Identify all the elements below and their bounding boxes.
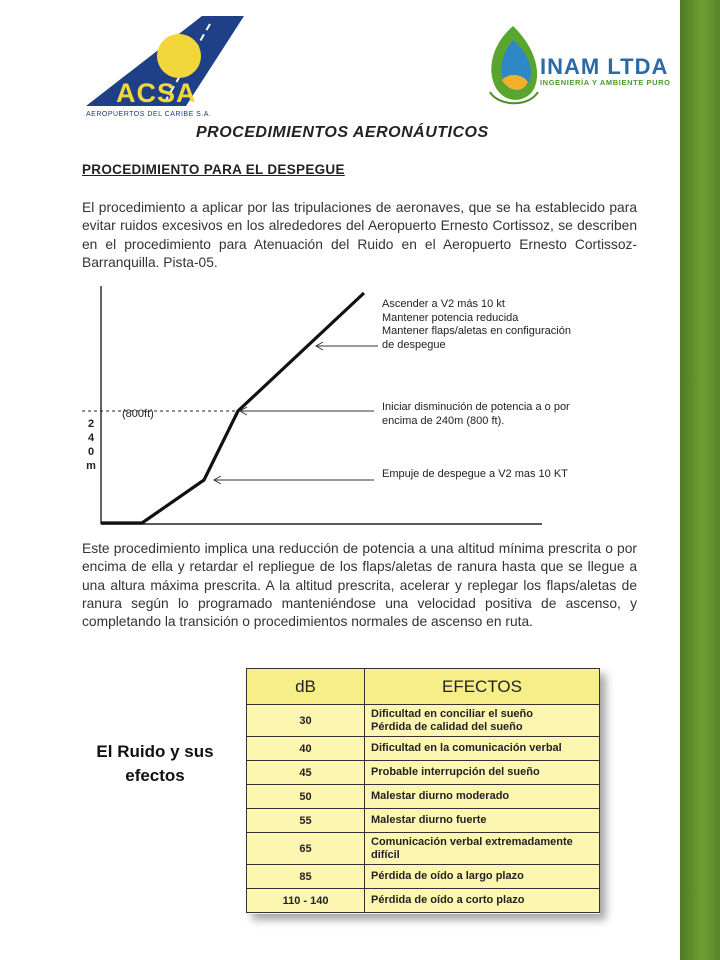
intro-paragraph: El procedimiento a aplicar por las tripulaciones de aeronaves, que se ha establecido para evitar ruidos excesivos en los alrededores del Aeropuerto Ernesto Cortissoz, se describen en el procedimiento para Atenuación del Ruido en el Aeropuerto Ernesto Cortissoz- Barranquilla. Pista-05.	[82, 200, 637, 270]
annotation-power-reduction	[382, 401, 570, 428]
caption-line: efectos	[125, 766, 185, 785]
inam-logo	[476, 18, 672, 110]
effect-cell: Pérdida de oído a largo plazo	[365, 865, 600, 889]
inam-logo-tagline: INGENIERÍA Y AMBIENTE PURO	[540, 78, 671, 87]
effect-text: difícil	[371, 848, 400, 861]
table-header-row	[247, 669, 600, 705]
annotation-line: encima de 240m (800 ft).	[382, 414, 505, 427]
effect-cell: Malestar diurno fuerte	[365, 809, 600, 833]
effect-text: Dificultad en conciliar el sueño	[371, 707, 533, 720]
db-cell: 65	[247, 833, 365, 865]
table-row	[247, 761, 600, 785]
db-cell: 85	[247, 865, 365, 889]
takeoff-profile-diagram	[82, 282, 642, 532]
annotation-line: Mantener potencia reducida	[382, 311, 519, 324]
table-row	[247, 737, 600, 761]
table-row	[247, 705, 600, 737]
altitude-label-digit: 2	[87, 418, 95, 430]
db-cell: 50	[247, 785, 365, 809]
effect-cell: Dificultad en la comunicación verbal	[365, 737, 600, 761]
annotation-line: Empuje de despegue a V2 mas 10 KT	[382, 468, 568, 480]
annotation-reduced-power	[382, 298, 571, 352]
db-cell: 40	[247, 737, 365, 761]
noise-effects-table-grid	[246, 668, 600, 913]
annotation-line: Ascender a V2 más 10 kt	[382, 298, 505, 310]
table-row	[247, 833, 600, 865]
effect-cell	[365, 705, 600, 737]
inam-leaf-icon	[482, 22, 544, 108]
db-cell: 45	[247, 761, 365, 785]
annotation-line: Mantener flaps/aletas en configuración	[382, 325, 571, 337]
effect-cell	[365, 833, 600, 865]
effect-cell: Malestar diurno moderado	[365, 785, 600, 809]
db-cell: 110 - 140	[247, 889, 365, 913]
effect-cell: Pérdida de oído a corto plazo	[365, 889, 600, 913]
annotation-line: de despegue	[382, 338, 446, 351]
effect-text: Pérdida de calidad del sueño	[371, 720, 523, 733]
altitude-label-unit: m	[86, 460, 96, 472]
annotation-line: Iniciar disminución de potencia a o por	[382, 401, 570, 413]
section-title: PROCEDIMIENTO PARA EL DESPEGUE	[82, 162, 345, 177]
acsa-logo-subtitle: AEROPUERTOS DEL CARIBE S.A.	[86, 111, 212, 118]
noise-effects-caption	[74, 740, 236, 788]
effect-cell: Probable interrupción del sueño	[365, 761, 600, 785]
procedure-paragraph: Este procedimiento implica una reducción de potencia a una altitud mínima prescrita o por encima de ella y retardar el repliegue de los flaps/aletas de ranura hasta que se llegue a una altura máxima prescrita. A la altitud prescrita, acelerar y replegar los flaps/aletas de ranura según lo programado manteniéndose una velocidad positiva de ascenso, y completando la transición o procedimientos normales de ascenso en ruta.	[82, 541, 637, 630]
acsa-logo	[82, 14, 247, 122]
altitude-label-digit: 0	[87, 446, 95, 458]
table-row	[247, 889, 600, 913]
table-row	[247, 785, 600, 809]
db-cell: 55	[247, 809, 365, 833]
side-decoration-bar	[680, 0, 720, 960]
inam-logo-text: INAM LTDA	[540, 54, 669, 79]
noise-effects-table	[246, 668, 600, 914]
annotation-takeoff-thrust	[382, 468, 568, 482]
caption-line: El Ruido y sus	[96, 742, 214, 761]
effect-text: Comunicación verbal extremadamente	[371, 835, 573, 848]
acsa-logo-text: ACSA	[116, 78, 197, 108]
page-title: PROCEDIMIENTOS AERONÁUTICOS	[196, 124, 489, 141]
header-effects: EFECTOS	[365, 669, 600, 705]
altitude-label-digit: 4	[87, 432, 95, 444]
db-cell: 30	[247, 705, 365, 737]
header-db: dB	[247, 669, 365, 705]
table-row	[247, 809, 600, 833]
table-row	[247, 865, 600, 889]
feet-label: (800ft)	[122, 408, 154, 420]
